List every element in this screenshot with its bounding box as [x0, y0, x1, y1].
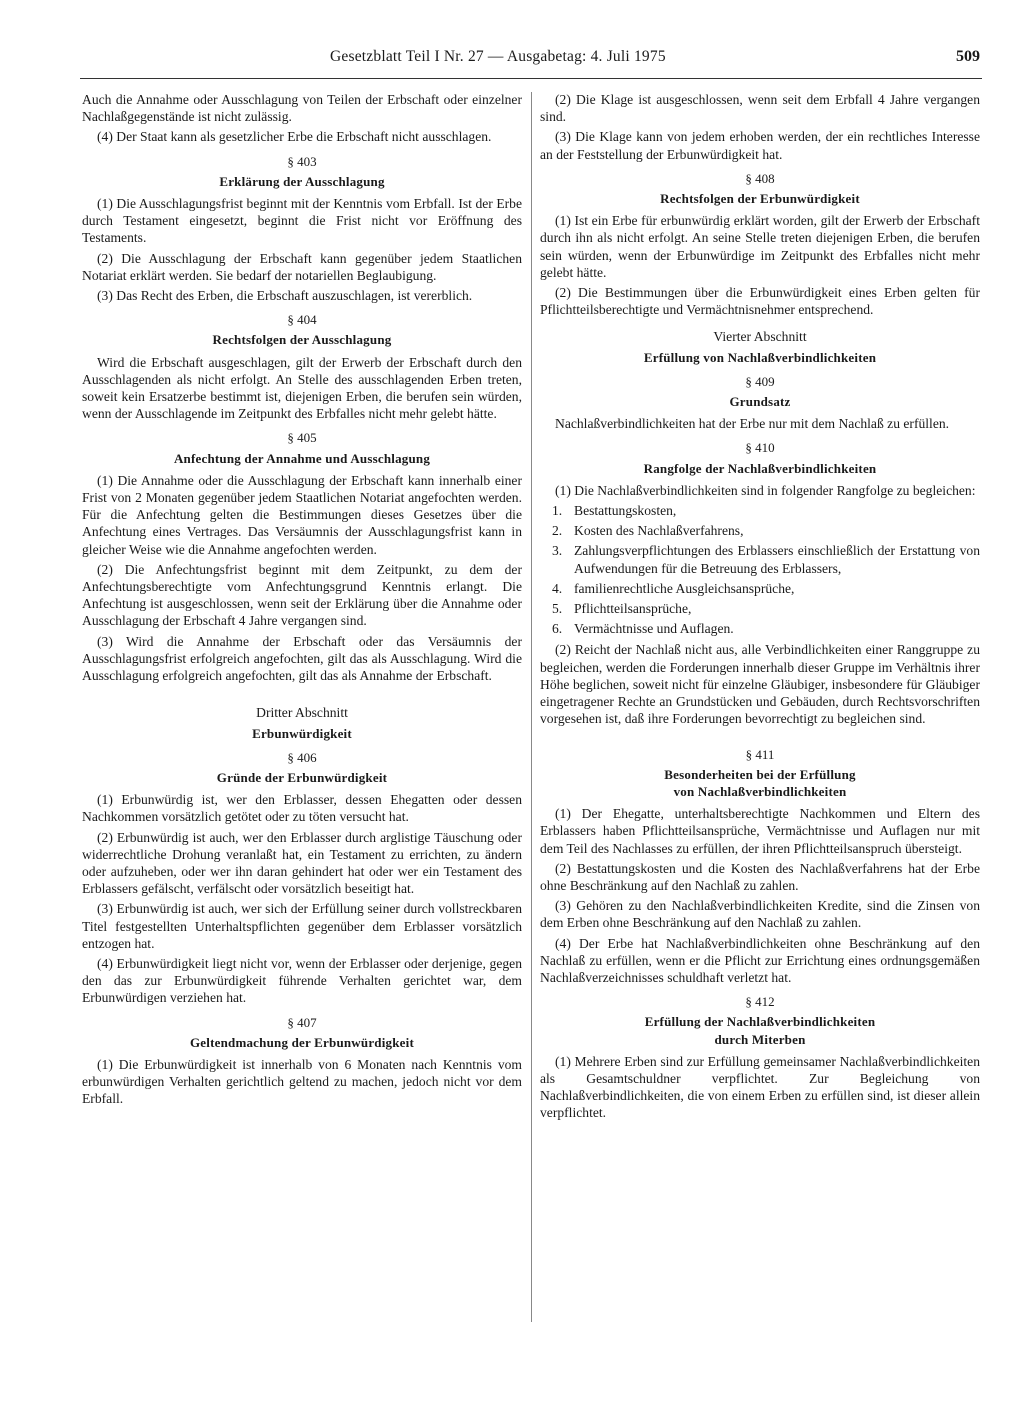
list-item-text: Kosten des Nachlaßverfahrens, — [574, 523, 744, 539]
chapter-label-3: Dritter Abschnitt — [256, 705, 348, 721]
list-item — [540, 542, 980, 576]
paragraph: (4) Der Staat kann als gesetzlicher Erbe die Erbschaft nicht ausschlagen. — [97, 129, 492, 145]
header-rule — [80, 78, 982, 79]
section-title-407: Geltendmachung der Erbunwürdigkeit — [190, 1034, 414, 1050]
paragraph: (3) Erbunwürdig ist auch, wer sich der Erfüllung seiner durch vollstreckbaren Titel festgestellten Unterhaltspflichten gegenüber dem Erblasser vorsätzlich entzogen hat. — [82, 901, 522, 951]
section-number-409: § 409 — [745, 373, 775, 389]
page-header — [80, 48, 980, 72]
paragraph: (2) Die Anfechtungsfrist beginnt mit dem Zeitpunkt, zu dem der Anfechtungsberechtigte vom Anfechtungsgrund Kenntnis erlangt. Die Anfechtung ist ausgeschlossen, wenn seit der Erklärung über die Annahme oder Ausschlagung der Erbschaft 4 Jahre vergangen sind. — [82, 561, 522, 629]
paragraph: (4) Der Erbe hat Nachlaßverbindlichkeiten ohne Beschränkung auf den Nachlaß zu erfüllen, wenn er die Pflicht zur Errichtung eines ordnungsgemäßen Nachlaßverzeichnisses schuldhaft verletzt hat. — [540, 935, 980, 985]
section-title-406: Gründe der Erbunwürdigkeit — [216, 769, 388, 785]
list-item-number: 1. — [552, 503, 563, 519]
list-item-text: Vermächtnisse und Auflagen. — [574, 621, 734, 637]
chapter-label-4: Vierter Abschnitt — [713, 329, 807, 345]
page-number: 509 — [956, 48, 980, 65]
list-item — [540, 522, 980, 539]
paragraph: (4) Erbunwürdigkeit liegt nicht vor, wenn der Erblasser oder derjenige, gegen den das zur Erbunwürdigkeit führende Verhalten gerichtet war, dem Erbunwürdigen verziehen hat. — [82, 955, 522, 1006]
list-item — [540, 620, 980, 637]
section-title-411-line1: Besonderheiten bei der Erfüllung — [664, 766, 856, 782]
paragraph: (2) Erbunwürdig ist auch, wer den Erblasser durch arglistige Täuschung oder widerrechtliche Drohung veranlaßt hat, ein Testament zu errichten, zu ändern oder aufzuheben, oder wer ihn daran gehindert hat oder wer ein Testament des Erblassers gefälscht, verfälscht oder vorsätzlich beseitigt hat. — [82, 829, 522, 897]
section-number-411: § 411 — [745, 746, 775, 762]
section-number-410: § 410 — [745, 440, 775, 456]
section-number-406: § 406 — [287, 749, 317, 765]
paragraph: (2) Die Bestimmungen über die Erbunwürdigkeit eines Erben gelten für Pflichtteilsberechtigte und Vermächtnisnehmer entsprechend. — [540, 285, 980, 318]
paragraph: (1) Erbunwürdig ist, wer den Erblasser, dessen Ehegatten oder dessen Nachkommen vorsätzlich getötet oder zu töten versucht hat. — [82, 792, 522, 825]
paragraph: (2) Die Ausschlagung der Erbschaft kann gegenüber jedem Staatlichen Notariat erklärt werden. Sie bedarf der notariellen Beglaubigung. — [82, 250, 522, 283]
list-item-number: 4. — [552, 580, 563, 596]
list-item — [540, 600, 980, 617]
section-title-412-line1: Erfüllung der Nachlaßverbindlichkeiten — [644, 1014, 876, 1030]
section-title-409: Grundsatz — [729, 394, 791, 410]
paragraph: (3) Gehören zu den Nachlaßverbindlichkeiten Kredite, sind die Zinsen von dem Erben ohne Beschränkung auf den Nachlaß zu zahlen. — [540, 898, 980, 931]
section-number-404: § 404 — [287, 312, 317, 328]
paragraph: (2) Bestattungskosten und die Kosten des Nachlaßverfahrens hat der Erbe ohne Beschränkung auf den Nachlaß zu zahlen. — [540, 860, 980, 893]
paragraph: (3) Das Recht des Erben, die Erbschaft auszuschlagen, ist vererblich. — [97, 288, 473, 304]
section-number-408: § 408 — [745, 170, 775, 186]
section-title-412-line2: durch Miterben — [714, 1031, 806, 1047]
list-item — [540, 502, 980, 519]
section-title-410: Rangfolge der Nachlaßverbindlichkeiten — [643, 460, 877, 476]
paragraph: (1) Mehrere Erben sind zur Erfüllung gemeinsamer Nachlaßverbindlichkeiten als Gesamtschuldner verpflichtet. Zur Begleichung von Nachlaßverbindlichkeiten, die von einem Erben zu erfüllen sind, ist dieser allein verpflichtet. — [540, 1053, 980, 1121]
paragraph: Auch die Annahme oder Ausschlagung von Teilen der Erbschaft oder einzelner Nachlaßgegenstände ist nicht zulässig. — [82, 92, 522, 125]
chapter-title-3: Erbunwürdigkeit — [252, 725, 352, 741]
list-item-number: 3. — [552, 543, 563, 559]
column-divider — [531, 92, 532, 1322]
chapter-title-4: Erfüllung von Nachlaßverbindlichkeiten — [643, 349, 877, 365]
paragraph: (2) Die Klage ist ausgeschlossen, wenn seit dem Erbfall 4 Jahre vergangen sind. — [540, 92, 980, 125]
section-number-405: § 405 — [287, 430, 317, 446]
paragraph: Wird die Erbschaft ausgeschlagen, gilt der Erwerb der Erbschaft durch den Ausschlagenden als nicht erfolgt. An Stelle des ausschlagenden Erben treten, soweit kein Ersatzerbe bestimmt ist, diejenigen Erben, die berufen sein würden, wenn der Ausschlagende im Zeitpunkt des Erbfalles nicht mehr gelebt hätte. — [82, 354, 522, 422]
paragraph: (2) Reicht der Nachlaß nicht aus, alle Verbindlichkeiten einer Ranggruppe zu begleichen, werden die Forderungen innerhalb dieser Gruppe im Verhältnis ihrer Höhe beglichen, soweit nicht für einzelne Gläubiger, insbesondere für Gläubiger eingetragener Rechte an Grundstücken und Gebäuden, durch Rechtsvorschriften vorgesehen ist, daß ihre Forderungen bevorrechtigt zu begleichen sind. — [540, 642, 980, 727]
section-title-403: Erklärung der Ausschlagung — [219, 173, 385, 189]
list-item-number: 5. — [552, 601, 563, 617]
section-title-411-line2: von Nachlaßverbindlichkeiten — [673, 783, 847, 799]
ranking-list — [540, 502, 980, 637]
list-item-number: 2. — [552, 523, 563, 539]
list-item — [540, 580, 980, 597]
list-item-text: Bestattungskosten, — [574, 503, 677, 519]
list-item-text: Zahlungsverpflichtungen des Erblassers einschließlich der Erstattung von Aufwendungen für die Betreuung des Erblassers, — [574, 543, 980, 576]
paragraph: (1) Die Ausschlagungsfrist beginnt mit der Kenntnis vom Erbfall. Ist der Erbe durch Testament eingesetzt, beginnt die Frist nicht vor Eröffnung des Testaments. — [82, 196, 522, 246]
paragraph: (3) Wird die Annahme der Erbschaft oder das Versäumnis der Ausschlagungsfrist erfolgreich angefochten, gilt das als Ausschlagung. Wird die Ausschlagung erfolgreich angefochten, gilt das als Annahme der Erbschaft. — [82, 633, 522, 684]
section-number-403: § 403 — [287, 153, 317, 169]
list-item-number: 6. — [552, 621, 563, 637]
paragraph: (1) Die Nachlaßverbindlichkeiten sind in folgender Rangfolge zu begleichen: — [555, 482, 976, 498]
section-number-407: § 407 — [287, 1014, 317, 1030]
section-title-404: Rechtsfolgen der Ausschlagung — [212, 332, 392, 348]
section-title-405: Anfechtung der Annahme und Ausschlagung — [173, 450, 431, 466]
paragraph: Nachlaßverbindlichkeiten hat der Erbe nur mit dem Nachlaß zu erfüllen. — [555, 416, 950, 432]
list-item-text: familienrechtliche Ausgleichsansprüche, — [574, 580, 795, 596]
section-title-408: Rechtsfolgen der Erbunwürdigkeit — [660, 191, 860, 207]
paragraph: (1) Ist ein Erbe für erbunwürdig erklärt worden, gilt der Erwerb der Erbschaft durch ihn als nicht erfolgt. An seine Stelle treten diejenigen Erben, die berufen sein würden, wenn der Erbunwürdige im Zeitpunkt des Erbfalles nicht mehr gelebt hätte. — [540, 213, 980, 280]
paragraph: (3) Die Klage kann von jedem erhoben werden, der ein rechtliches Interesse an der Feststellung der Erbunwürdigkeit hat. — [540, 129, 980, 162]
paragraph: (1) Die Annahme oder die Ausschlagung der Erbschaft kann innerhalb einer Frist von 2 Monaten gegenüber jedem Staatlichen Notariat angefochten werden. Für die Anfechtung gelten die Bestimmungen dieses Gesetzes über die Anfechtung eines Vertrages. Das Versäumnis der Ausschlagungsfrist kann in gleicher Weise wie die Annahme angefochten werden. — [82, 472, 522, 557]
paragraph: (1) Die Erbunwürdigkeit ist innerhalb von 6 Monaten nach Kenntnis vom erbunwürdigen Verhalten gerichtlich geltend zu machen, jedoch nicht vor dem Erbfall. — [82, 1056, 522, 1107]
list-item-text: Pflichtteilsansprüche, — [574, 601, 692, 617]
running-head: Gesetzblatt Teil I Nr. 27 — Ausgabetag: 4. Juli 1975 — [330, 48, 666, 65]
section-number-412: § 412 — [745, 994, 775, 1010]
right-column — [540, 91, 980, 1125]
left-column — [82, 91, 522, 1111]
paragraph: (1) Der Ehegatte, unterhaltsberechtigte Nachkommen und Eltern des Erblassers haben Pflichtteilsansprüche, Vermächtnisse und Auflagen nur mit dem Teil des Nachlasses zu erfüllen, der ihren Pflichtteilsanspruch übersteigt. — [540, 806, 980, 856]
